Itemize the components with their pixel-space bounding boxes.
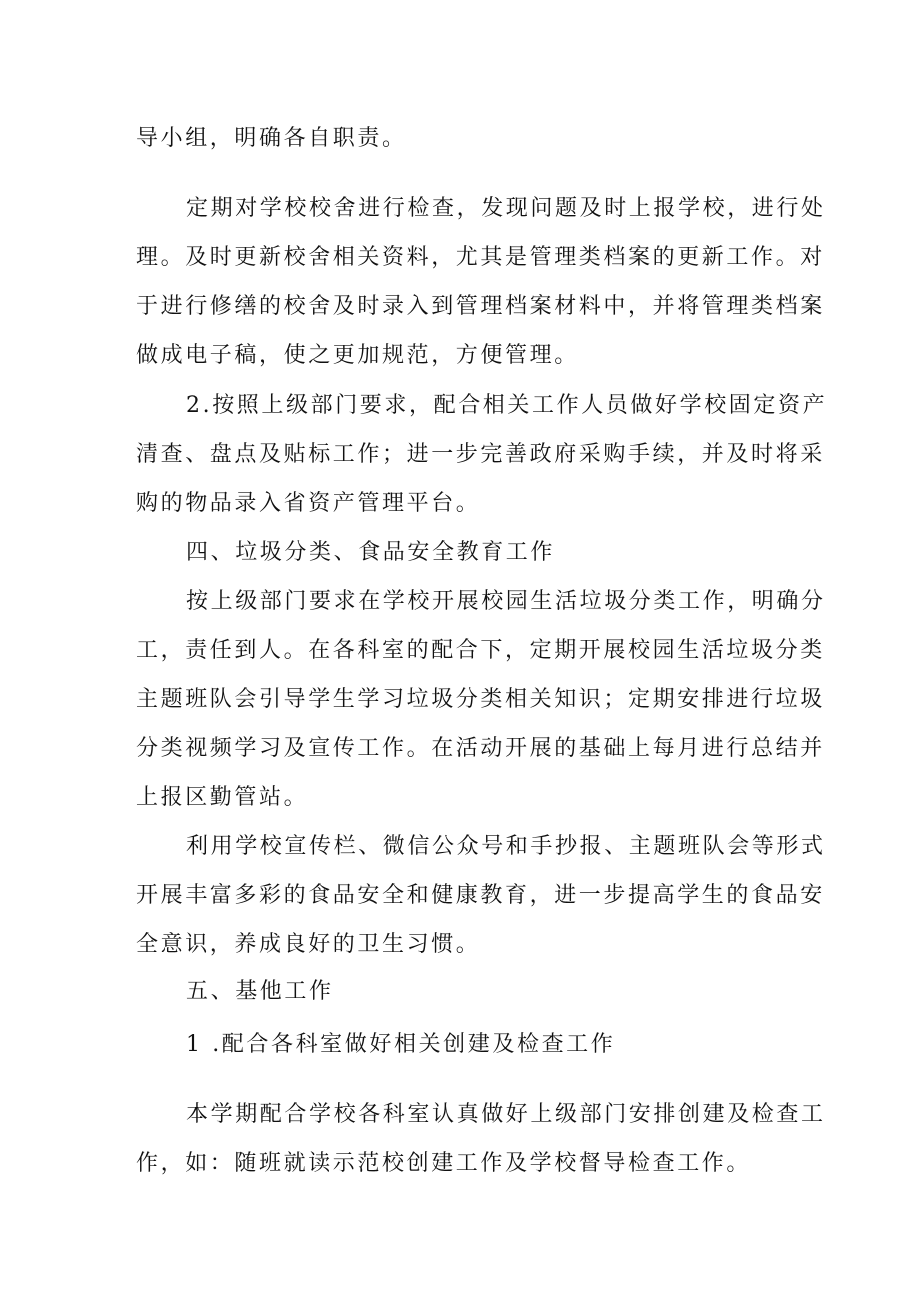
section-heading: 四、垃圾分类、食品安全教育工作: [186, 540, 556, 565]
subsection-heading: 1 .配合各科室做好相关创建及检查工作: [186, 1032, 616, 1057]
paragraph-item-2-line: 2.按照上级部门要求，配合相关工作人员做好学校固定资产: [186, 393, 828, 418]
paragraph-garbage-line: 主题班队会引导学生学习垃圾分类相关知识；定期安排进行垃圾: [136, 687, 825, 712]
paragraph-food-safety-line: 利用学校宣传栏、微信公众号和手抄报、主题班队会等形式: [186, 834, 826, 859]
paragraph-semester-line: 作，如：随班就读示范校创建工作及学校督导检查工作。: [136, 1151, 752, 1176]
section-heading: 五、基他工作: [186, 979, 334, 1004]
paragraph-continued-line: 导小组，明确各自职责。: [136, 126, 407, 151]
paragraph-food-safety-line: 开展丰富多彩的食品安全和健康教育，进一步提高学生的食品安: [136, 883, 825, 908]
paragraph-inspection-line: 定期对学校校舍进行检查，发现问题及时上报学校，进行处: [186, 196, 826, 221]
paragraph-food-safety-line: 全意识，养成良好的卫生习惯。: [136, 932, 481, 957]
paragraph-item-2-line: 购的物品录入省资产管理平台。: [136, 491, 481, 516]
paragraph-garbage-line: 工，责任到人。在各科室的配合下，定期开展校园生活垃圾分类: [136, 638, 825, 663]
paragraph-garbage-line: 分类视频学习及宣传工作。在活动开展的基础上每月进行总结并: [136, 736, 825, 761]
paragraph-inspection-line: 理。及时更新校舍相关资料，尤其是管理类档案的更新工作。对: [136, 245, 825, 270]
paragraph-item-2-line: 清查、盘点及贴标工作；进一步完善政府采购手续，并及时将采: [136, 442, 825, 467]
paragraph-inspection-line: 于进行修缮的校舍及时录入到管理档案材料中，并将管理类档案: [136, 294, 825, 319]
paragraph-garbage-line: 上报区勤管站。: [136, 785, 309, 810]
paragraph-garbage-line: 按上级部门要求在学校开展校园生活垃圾分类工作，明确分: [186, 589, 826, 614]
paragraph-semester-line: 本学期配合学校各科室认真做好上级部门安排创建及检查工: [186, 1102, 826, 1127]
paragraph-inspection-line: 做成电子稿，使之更加规范，方便管理。: [136, 343, 579, 368]
